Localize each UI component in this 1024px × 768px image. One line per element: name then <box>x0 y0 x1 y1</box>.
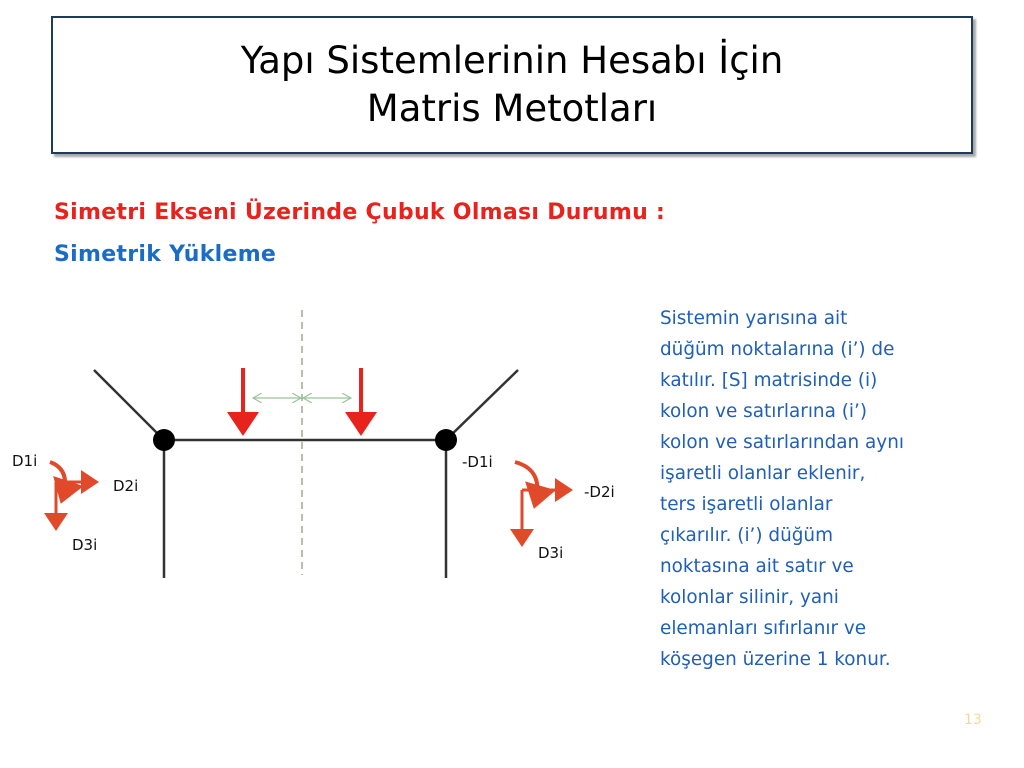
description-line: kolon ve satırlarından aynı <box>660 432 904 453</box>
right-d3-label: D3i <box>538 544 564 562</box>
left-d1-label: D1i <box>12 452 38 470</box>
title-box <box>51 16 973 154</box>
right-rotation-arrow <box>515 462 538 505</box>
subtitle-loading: Simetrik Yükleme <box>54 242 277 267</box>
description-line: kolon ve satırlarına (i’) <box>660 401 868 422</box>
right-d1-label: -D1i <box>462 453 493 471</box>
left-inclined-member <box>94 370 164 440</box>
left-d3-label: D3i <box>72 536 98 554</box>
title-line-1: Yapı Sistemlerinin Hesabı İçin <box>240 39 784 82</box>
left-node <box>153 429 175 451</box>
title-line-2: Matris Metotları <box>366 87 658 130</box>
description-line: elemanları sıfırlanır ve <box>660 618 867 639</box>
description-line: köşegen üzerine 1 konur. <box>660 649 891 670</box>
description-line: kolonlar silinir, yani <box>660 587 839 608</box>
description-line: noktasına ait satır ve <box>660 556 854 577</box>
right-node <box>435 429 457 451</box>
left-d2-label: D2i <box>113 477 139 495</box>
description-line: düğüm noktalarına (i’) de <box>660 339 895 360</box>
right-inclined-member <box>446 370 518 440</box>
description-line: ters işaretli olanlar <box>660 494 833 515</box>
frame-diagram <box>0 290 640 590</box>
description-line: işaretli olanlar eklenir, <box>660 463 866 484</box>
description-text <box>660 303 980 675</box>
description-line: Sistemin yarısına ait <box>660 308 848 329</box>
description-line: çıkarılır. (i’) düğüm <box>660 525 833 546</box>
subtitle-case: Simetri Ekseni Üzerinde Çubuk Olması Durumu : <box>54 200 666 225</box>
page-number: 13 <box>964 712 982 728</box>
right-d2-label: -D2i <box>584 483 615 501</box>
description-line: katılır. [S] matrisinde (i) <box>660 370 878 391</box>
